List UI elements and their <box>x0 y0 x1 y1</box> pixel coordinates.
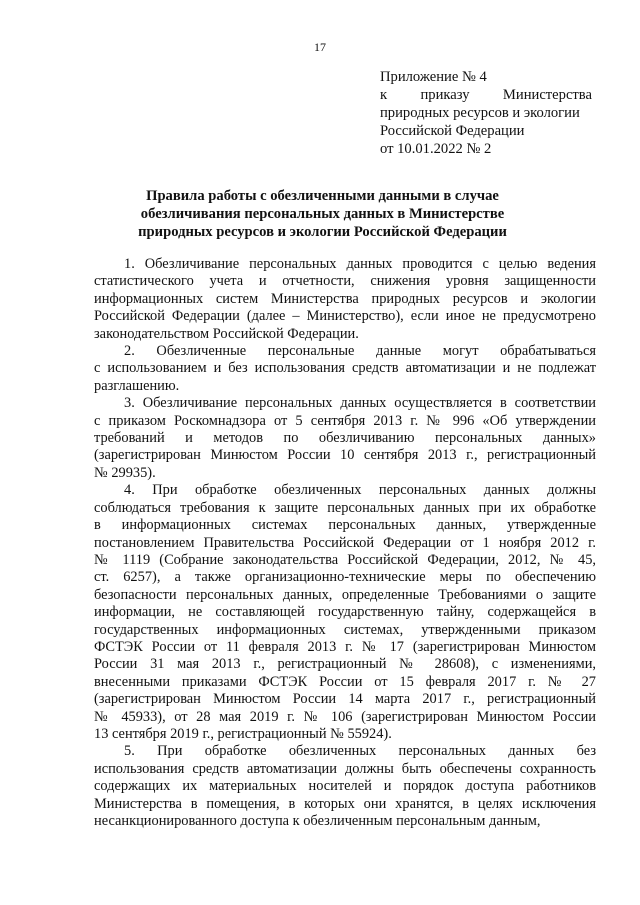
paragraph-line: соблюдаться требования к защите персональных данных при их обработке <box>94 499 596 516</box>
paragraph-line: внесенными приказами ФСТЭК России от 15 февраля 2017 г. № 27 <box>94 673 596 690</box>
document-title <box>100 187 545 241</box>
paragraph-line: законодательством Российской Федерации. <box>94 325 359 342</box>
paragraph-line: содержащих их материальных носителей и порядок доступа работников <box>94 778 596 795</box>
paragraph-line: (зарегистрирован Минюстом России 10 сентября 2013 г., регистрационный <box>94 447 596 464</box>
document-body <box>94 256 596 830</box>
paragraph-1 <box>94 256 596 343</box>
paragraph-4 <box>94 482 596 743</box>
paragraph-line: постановлением Правительства Российской Федерации от 1 ноября 2012 г. <box>94 534 596 551</box>
paragraph-line: 5. При обработке обезличенных персональных данных без <box>124 743 596 760</box>
appendix-country-line: Российской Федерации <box>380 123 525 139</box>
paragraph-line: с использованием и без использования средств автоматизации и не подлежат <box>94 360 596 377</box>
paragraph-line: № 45933), от 28 мая 2019 г. № 106 (зарегистрирован Минюстом России <box>94 708 596 725</box>
paragraph-line: статистического учета и отчетности, снижения уровня защищенности <box>94 273 596 290</box>
paragraph-line: ст. 6257), а также организационно-технические меры по обеспечению <box>94 569 596 586</box>
paragraph-2 <box>94 343 596 395</box>
paragraph-line: информации, не составляющей государственную тайну, содержащейся в <box>94 604 596 621</box>
paragraph-line: 3. Обезличивание персональных данных осуществляется в соответствии <box>124 395 596 412</box>
appendix-date-line: от 10.01.2022 № 2 <box>380 141 492 157</box>
page-number: 17 <box>314 40 326 54</box>
paragraph-line: (зарегистрирован Минюстом России 14 марта 2017 г., регистрационный <box>94 691 596 708</box>
paragraph-line: Российской Федерации (далее – Министерство), если иное не предусмотрено <box>94 308 596 325</box>
paragraph-line: ФСТЭК России от 11 февраля 2013 г. № 17 (зарегистрирован Минюстом <box>94 638 596 655</box>
title-line: природных ресурсов и экологии Российской Федерации <box>138 224 507 240</box>
paragraph-line: несанкционированного доступа к обезличенным персональным данным, <box>94 813 541 829</box>
paragraph-line: № 29935). <box>94 464 156 481</box>
paragraph-line: 1. Обезличивание персональных данных проводится с целью ведения <box>124 256 596 272</box>
paragraph-line: в информационных системах персональных данных, утвержденные <box>94 517 596 534</box>
paragraph-line: безопасности персональных данных, определенные Требованиями о защите <box>94 586 596 603</box>
paragraph-line: Министерства в помещения, в которых они хранятся, в целях исключения <box>94 795 596 812</box>
paragraph-3 <box>94 395 596 482</box>
title-line: обезличивания персональных данных в Министерстве <box>140 206 505 222</box>
appendix-ministry-line: природных ресурсов и экологии <box>380 105 580 121</box>
paragraph-line: 13 сентября 2019 г., регистрационный № 55924). <box>94 725 392 742</box>
appendix-block <box>380 68 592 158</box>
title-line: Правила работы с обезличенными данными в случае <box>146 188 499 204</box>
appendix-order-line: к приказу Министерства <box>380 87 592 103</box>
paragraph-line: требований и методов по обезличиванию персональных данных» <box>94 430 596 447</box>
paragraph-line: России 31 мая 2013 г., регистрационный № 28608), с изменениями, <box>94 656 596 673</box>
paragraph-line: государственных информационных системах, утвержденными приказом <box>94 621 596 638</box>
paragraph-line: разглашению. <box>94 377 180 394</box>
paragraph-5 <box>94 743 596 830</box>
paragraph-line: информационных систем Министерства природных ресурсов и экологии <box>94 290 596 307</box>
paragraph-line: № 1119 (Собрание законодательства Российской Федерации, 2012, № 45, <box>94 551 596 568</box>
paragraph-line: с приказом Роскомнадзора от 5 сентября 2013 г. № 996 «Об утверждении <box>94 412 596 429</box>
paragraph-line: 4. При обработке обезличенных персональных данных должны <box>124 482 596 499</box>
appendix-number: Приложение № 4 <box>380 69 487 85</box>
paragraph-line: использования средств автоматизации должны быть обеспечены сохранность <box>94 760 596 777</box>
paragraph-line: 2. Обезличенные персональные данные могут обрабатываться <box>124 343 596 360</box>
